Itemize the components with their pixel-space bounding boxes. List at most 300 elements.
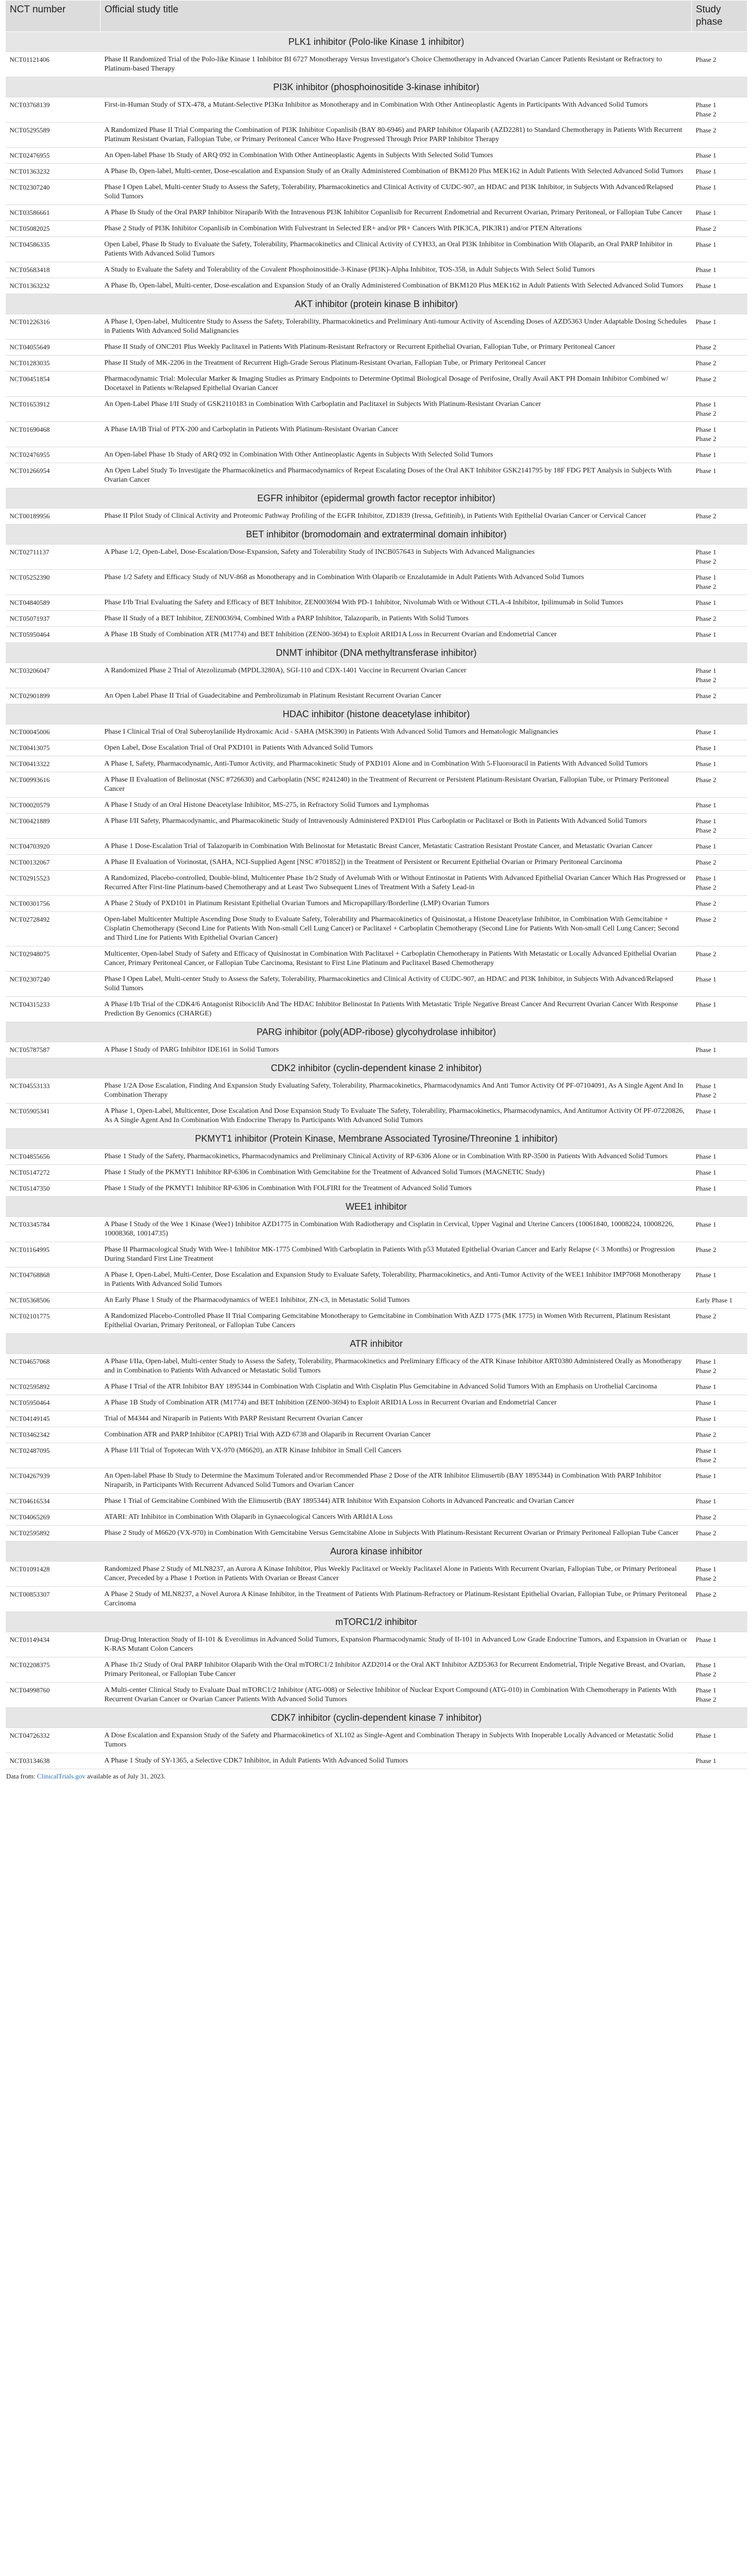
table-row <box>6 688 747 704</box>
table-row <box>6 221 747 237</box>
section-header-row <box>6 704 747 724</box>
nct-number-cell: NCT00301756 <box>6 896 100 912</box>
study-title-cell: Pharmacodynamic Trial: Molecular Marker & Imaging Studies as Primary Endpoints to Determine Optimal Biological Dosage of Perifosine, Orally Avail AKT PH Domain Inhibitor Combined w/ Docetaxel in Patients w/Relapsed Epithelial Ovarian Cancer <box>100 371 692 397</box>
nct-number-cell: NCT02208375 <box>6 1657 100 1683</box>
study-title-cell: Open Label, Phase Ib Study to Evaluate the Safety, Tolerability, Pharmacokinetics and Clinical Activity of CYH33, an Oral PI3K Inhibitor in Combination With Olaparib, an Oral PARP Inhibitor in Patients With Advanced Solid Tumors <box>100 237 692 262</box>
study-phase-cell: Phase 1 <box>692 1217 747 1242</box>
table-row <box>6 340 747 355</box>
table-row <box>6 1427 747 1443</box>
study-phase-cell: Phase 2 <box>692 355 747 371</box>
table-row <box>6 1753 747 1769</box>
table-row <box>6 278 747 294</box>
section-heading: CDK7 inhibitor (cyclin-dependent kinase 7 inhibitor) <box>6 1708 747 1728</box>
study-title-cell: A Randomized Phase II Trial Comparing the Combination of PI3K Inhibitor Copanlisib (BAY 80-6946) and PARP Inhibitor Olaparib (AZD2281) to Standard Chemotherapy in Patients With Recurrent Platinum Resistant Ovarian, Fallopian Tube, or Primary Peritoneal Cancer Who Have Progressed Through Prior PARP Inhibitor Therapy <box>100 123 692 148</box>
table-row <box>6 1309 747 1334</box>
table-row <box>6 1562 747 1587</box>
nct-number-cell: NCT04998760 <box>6 1683 100 1708</box>
section-header-row <box>6 524 747 545</box>
study-title-cell: An Open-label Phase 1b Study of ARQ 092 in Combination With Other Antineoplastic Agents in Subjects With Selected Solid Tumors <box>100 447 692 463</box>
study-title-cell: An Open-label Phase Ib Study to Determine the Maximum Tolerated and/or Recommended Phase 2 Dose of the ATR Inhibitor Elimusertib (BAY 1895344) in Combination With PARP Inhibitor Niraparib, in Participants With Recurrent Advanced Solid Tumors and Ovarian Cancer <box>100 1468 692 1494</box>
table-row <box>6 1104 747 1129</box>
table-row <box>6 896 747 912</box>
nct-number-cell: NCT02101775 <box>6 1309 100 1334</box>
nct-number-cell: NCT01690468 <box>6 422 100 447</box>
study-title-cell: A Phase I/Ib Trial of the CDK4/6 Antagonist Ribociclib And The HDAC Inhibitor Belinostat In Patients With Metastatic Triple Negative Breast Cancer And Recurrent Ovarian Cancer With Response Prediction By Genomics (CHARGE) <box>100 997 692 1022</box>
section-header-row <box>6 1129 747 1149</box>
study-title-cell: Phase 1 Study of the Safety, Pharmacokinetics, Pharmacodynamics and Preliminary Clinical Activity of RP-6306 Alone or in Combination With RP-3500 in Patients With Advanced Solid Tumors <box>100 1149 692 1165</box>
nct-number-cell: NCT01363232 <box>6 164 100 180</box>
section-header-row <box>6 1022 747 1042</box>
nct-number-cell: NCT04768868 <box>6 1267 100 1293</box>
nct-number-cell: NCT00020579 <box>6 798 100 814</box>
study-title-cell: A Study to Evaluate the Safety and Tolerability of the Covalent Phosphoinositide-3-Kinase (PI3K)-Alpha Inhibitor, TOS-358, in Adult Subjects With Select Solid Tumors <box>100 262 692 278</box>
study-phase-cell: Phase 1 Phase 2 <box>692 422 747 447</box>
study-title-cell: A Phase IA/IB Trial of PTX-200 and Carboplatin in Patients With Platinum-Resistant Ovarian Cancer <box>100 422 692 447</box>
section-header-row <box>6 1708 747 1728</box>
table-row <box>6 997 747 1022</box>
table-body <box>6 32 747 1769</box>
table-row <box>6 1042 747 1058</box>
table-row <box>6 1165 747 1181</box>
table-row <box>6 1632 747 1657</box>
nct-number-cell: NCT05295589 <box>6 123 100 148</box>
table-row <box>6 1510 747 1526</box>
study-phase-cell: Phase 2 <box>692 1510 747 1526</box>
nct-number-cell: NCT01149434 <box>6 1632 100 1657</box>
nct-number-cell: NCT05950464 <box>6 627 100 643</box>
section-header-row <box>6 1197 747 1217</box>
nct-number-cell: NCT02901899 <box>6 688 100 704</box>
nct-number-cell: NCT03768139 <box>6 97 100 123</box>
table-row <box>6 1181 747 1197</box>
nct-number-cell: NCT05252390 <box>6 570 100 595</box>
table-row <box>6 447 747 463</box>
study-phase-cell: Phase 1 <box>692 205 747 221</box>
table-row <box>6 627 747 643</box>
study-title-cell: Phase 2 Study of PI3K Inhibitor Copanlisib in Combination With Fulvestrant in Selected ER+ and/or PR+ Cancers With PIK3CA, PIK3R1) and/or PTEN Alterations <box>100 221 692 237</box>
study-phase-cell: Phase 2 <box>692 855 747 871</box>
nct-number-cell: NCT02487095 <box>6 1443 100 1468</box>
section-heading: WEE1 inhibitor <box>6 1197 747 1217</box>
study-phase-cell: Phase 1 <box>692 627 747 643</box>
nct-number-cell: NCT02476955 <box>6 148 100 164</box>
section-heading: BET inhibitor (bromodomain and extraterminal domain inhibitor) <box>6 524 747 545</box>
study-phase-cell: Phase 2 <box>692 611 747 627</box>
study-title-cell: A Phase I Study of the Wee 1 Kinase (Wee1) Inhibitor AZD1775 in Combination With Radiotherapy and Cisplatin in Cervical, Upper Vaginal and Uterine Cancers (10061840, 10008224, 10008226, 10008368, 10014735) <box>100 1217 692 1242</box>
study-title-cell: A Phase I/IIa, Open-label, Multi-center Study to Assess the Safety, Tolerability, Pharmacokinetics and Preliminary Efficacy of the ATR Kinase Inhibitor ART0380 Administered Orally as Monotherapy and in Combination to Patients With Advanced or Metastatic Solid Tumors <box>100 1354 692 1379</box>
study-phase-cell: Phase 1 Phase 2 <box>692 570 747 595</box>
table-row <box>6 123 747 148</box>
table-row <box>6 570 747 595</box>
header-nct-number: NCT number <box>6 1 100 32</box>
table-row <box>6 611 747 627</box>
study-title-cell: A Phase Ib Study of the Oral PARP Inhibitor Niraparib With the Intravenous PI3K Inhibitor Copanlisib for Recurrent Endometrial and Recurrent Ovarian, Primary Peritoneal, or Fallopian Tube Cancer <box>100 205 692 221</box>
section-heading: CDK2 inhibitor (cyclin-dependent kinase 2 inhibitor) <box>6 1058 747 1078</box>
nct-number-cell: NCT03462342 <box>6 1427 100 1443</box>
table-row <box>6 814 747 839</box>
study-phase-cell: Phase 2 <box>692 946 747 972</box>
nct-number-cell: NCT05071937 <box>6 611 100 627</box>
study-phase-cell: Phase 1 <box>692 463 747 488</box>
study-title-cell: A Phase I, Safety, Pharmacodynamic, Anti-Tumor Activity, and Pharmacokinetic Study of PXD101 Alone and in Combination With 5-Fluorouracil in Patients With Advanced Solid Tumors <box>100 756 692 772</box>
study-title-cell: ATARI: ATr Inhibitor in Combination With Olaparib in Gynaecological Cancers With ARId1A Loss <box>100 1510 692 1526</box>
table-row <box>6 798 747 814</box>
study-title-cell: An Open Label Phase II Trial of Guadecitabine and Pembrolizumab in Platinum Resistant Recurrent Ovarian Cancer <box>100 688 692 704</box>
study-title-cell: A Multi-center Clinical Study to Evaluate Dual mTORC1/2 Inhibitor (ATG-008) or Selective Inhibitor of Nuclear Export Compound (ATG-010) in Combination With Chemotherapy in Patients With Recurrent Ovarian Cancer or Ovarian Cancer Patients With Advanced Solid Tumors <box>100 1683 692 1708</box>
table-row <box>6 97 747 123</box>
study-phase-cell: Phase 1 <box>692 798 747 814</box>
study-phase-cell: Phase 1 <box>692 1468 747 1494</box>
table-row <box>6 1078 747 1104</box>
study-phase-cell: Phase 1 Phase 2 <box>692 1443 747 1468</box>
table-row <box>6 52 747 77</box>
nct-number-cell: NCT02948075 <box>6 946 100 972</box>
section-header-row <box>6 643 747 663</box>
study-title-cell: Phase 1/2 Safety and Efficacy Study of NUV-868 as Monotherapy and in Combination With Olaparib or Enzalutamide in Adult Patients With Advanced Solid Tumors <box>100 570 692 595</box>
study-title-cell: Multicenter, Open-label Study of Safety and Efficacy of Quisinostat in Combination With Paclitaxel + Carboplatin Chemotherapy in Patients With Metastatic or Locally Advanced Epithelial Ovarian Cancer, Primary Peritoneal Cancer, or Fallopian Tube Carcinoma, Resistant to First Line Platinum and Paclitaxel Based Chemotherapy <box>100 946 692 972</box>
study-phase-cell: Phase 1 <box>692 1753 747 1769</box>
nct-number-cell: NCT04855656 <box>6 1149 100 1165</box>
study-phase-cell: Phase 2 <box>692 52 747 77</box>
study-phase-cell: Phase 2 <box>692 509 747 524</box>
table-row <box>6 314 747 340</box>
nct-number-cell: NCT04840589 <box>6 595 100 611</box>
study-title-cell: An Open-label Phase 1b Study of ARQ 092 in Combination With Other Antineoplastic Agents in Subjects With Selected Solid Tumors <box>100 148 692 164</box>
nct-number-cell: NCT02476955 <box>6 447 100 463</box>
nct-number-cell: NCT02728492 <box>6 912 100 946</box>
study-phase-cell: Phase 1 <box>692 262 747 278</box>
study-phase-cell: Phase 2 <box>692 1427 747 1443</box>
section-header-row <box>6 1334 747 1354</box>
study-phase-cell: Phase 1 <box>692 972 747 997</box>
study-phase-cell: Phase 2 <box>692 340 747 355</box>
nct-number-cell: NCT01266954 <box>6 463 100 488</box>
study-phase-cell: Phase 1 <box>692 997 747 1022</box>
nct-number-cell: NCT00413322 <box>6 756 100 772</box>
study-title-cell: Combination ATR and PARP Inhibitor (CAPRI) Trial With AZD 6738 and Olaparib in Recurrent Ovarian Cancer <box>100 1427 692 1443</box>
nct-number-cell: NCT00189956 <box>6 509 100 524</box>
nct-number-cell: NCT03345784 <box>6 1217 100 1242</box>
nct-number-cell: NCT05905341 <box>6 1104 100 1129</box>
nct-number-cell: NCT05787587 <box>6 1042 100 1058</box>
table-row <box>6 545 747 570</box>
study-title-cell: A Phase 2 Study of MLN8237, a Novel Aurora A Kinase Inhibitor, in the Treatment of Patients With Platinum-Refractory or Platinum-Resistant Epithelial Ovarian, Fallopian Tube, or Primary Peritoneal Carcinoma <box>100 1587 692 1612</box>
study-phase-cell: Phase 1 <box>692 237 747 262</box>
study-phase-cell: Phase 1 <box>692 1165 747 1181</box>
table-row <box>6 1149 747 1165</box>
study-phase-cell: Phase 1 Phase 2 <box>692 397 747 422</box>
table-row <box>6 595 747 611</box>
study-title-cell: A Phase 2 Study of PXD101 in Platinum Resistant Epithelial Ovarian Tumors and Micropapillary/Borderline (LMP) Ovarian Tumors <box>100 896 692 912</box>
nct-number-cell: NCT05950464 <box>6 1395 100 1411</box>
study-title-cell: First-in-Human Study of STX-478, a Mutant-Selective PI3Kα Inhibitor as Monotherapy and in Combination With Other Antineoplastic Agents in Participants With Advanced Solid Tumors <box>100 97 692 123</box>
study-phase-cell: Phase 1 <box>692 447 747 463</box>
nct-number-cell: NCT03206047 <box>6 663 100 688</box>
nct-number-cell: NCT01226316 <box>6 314 100 340</box>
section-heading: PI3K inhibitor (phosphoinositide 3-kinase inhibitor) <box>6 77 747 97</box>
study-title-cell: Phase II Randomized Trial of the Polo-like Kinase 1 Inhibitor BI 6727 Monotherapy Versus Investigator's Choice Chemotherapy in Advanced Ovarian Cancer Patients Resistant or Refractory to Platinum-based Therapy <box>100 52 692 77</box>
section-heading: HDAC inhibitor (histone deacetylase inhibitor) <box>6 704 747 724</box>
study-title-cell: Phase II Study of ONC201 Plus Weekly Paclitaxel in Patients With Platinum-Resistant Refractory or Recurrent Epithelial Ovarian, Fallopian Tube, or Primary Peritoneal Cancer <box>100 340 692 355</box>
study-title-cell: Phase 1/2A Dose Escalation, Finding And Expansion Study Evaluating Safety, Tolerability, Pharmacokinetics, Pharmacodynamics And Anti Tumor Activity Of PF-07104091, As A Single Agent And In Combination Therapy <box>100 1078 692 1104</box>
study-phase-cell: Phase 1 <box>692 1728 747 1753</box>
nct-number-cell: NCT00413075 <box>6 740 100 756</box>
study-phase-cell: Phase 1 <box>692 740 747 756</box>
section-header-row <box>6 1612 747 1632</box>
study-title-cell: An Early Phase 1 Study of the Pharmacodynamics of WEE1 Inhibitor, ZN-c3, in Metastatic Solid Tumors <box>100 1293 692 1309</box>
nct-number-cell: NCT00993616 <box>6 772 100 798</box>
nct-number-cell: NCT02307240 <box>6 180 100 205</box>
study-title-cell: A Phase 1B Study of Combination ATR (M1774) and BET Inhibition (ZEN00-3694) to Exploit ARID1A Loss in Recurrent Ovarian and Endometrial Cancer <box>100 627 692 643</box>
study-title-cell: Open Label, Dose Escalation Trial of Oral PXD101 in Patients With Advanced Solid Tumors <box>100 740 692 756</box>
nct-number-cell: NCT00132067 <box>6 855 100 871</box>
study-title-cell: A Dose Escalation and Expansion Study of the Safety and Pharmacokinetics of XL102 as Single-Agent and Combination Therapy in Subjects With Inoperable Locally Advanced or Metastatic Solid Tumors <box>100 1728 692 1753</box>
study-phase-cell: Phase 2 <box>692 912 747 946</box>
table-row <box>6 355 747 371</box>
table-row <box>6 724 747 740</box>
study-title-cell: A Phase II Evaluation of Belinostat (NSC #726630) and Carboplatin (NSC #241240) in the Treatment of Recurrent or Persistent Platinum-Resistant Ovarian, Fallopian Tube, or Primary Peritoneal Cancer <box>100 772 692 798</box>
nct-number-cell: NCT02915523 <box>6 871 100 896</box>
nct-number-cell: NCT01283035 <box>6 355 100 371</box>
study-phase-cell: Phase 2 <box>692 688 747 704</box>
study-phase-cell: Phase 1 <box>692 1395 747 1411</box>
nct-number-cell: NCT02595892 <box>6 1526 100 1541</box>
study-phase-cell: Phase 1 <box>692 1379 747 1395</box>
table-row <box>6 205 747 221</box>
table-row <box>6 1217 747 1242</box>
section-heading: Aurora kinase inhibitor <box>6 1541 747 1562</box>
footnote-prefix: Data from: <box>6 1772 37 1780</box>
study-phase-cell: Phase 2 <box>692 896 747 912</box>
nct-number-cell: NCT03134638 <box>6 1753 100 1769</box>
study-title-cell: A Phase 1/2, Open-Label, Dose-Escalation/Dose-Expansion, Safety and Tolerability Study of INCB057643 in Subjects With Advanced Malignancies <box>100 545 692 570</box>
table-row <box>6 1657 747 1683</box>
section-header-row <box>6 32 747 52</box>
study-title-cell: A Phase 1 Dose-Escalation Trial of Talazoparib in Combination With Belinostat for Metastatic Breast Cancer, Metastatic Castration Resistant Prostate Cancer, and Metastatic Ovarian Cancer <box>100 839 692 855</box>
header-row <box>6 1 747 32</box>
table-row <box>6 1267 747 1293</box>
nct-number-cell: NCT00421889 <box>6 814 100 839</box>
study-title-cell: Phase 2 Study of M6620 (VX-970) in Combination With Gemcitabine Versus Gemcitabine Alone in Subjects With Platinum-Resistant Recurrent Ovarian or Primary Peritoneal Fallopian Tube Cancer <box>100 1526 692 1541</box>
study-phase-cell: Phase 1 <box>692 839 747 855</box>
nct-number-cell: NCT05368506 <box>6 1293 100 1309</box>
nct-number-cell: NCT00045006 <box>6 724 100 740</box>
table-row <box>6 1526 747 1541</box>
study-phase-cell: Phase 1 <box>692 1149 747 1165</box>
table-row <box>6 397 747 422</box>
nct-number-cell: NCT04315233 <box>6 997 100 1022</box>
study-title-cell: A Phase II Evaluation of Vorinostat, (SAHA, NCI-Supplied Agent [NSC #701852]) in the Treatment of Persistent or Recurrent Epithelial Ovarian or Primary Peritoneal Carcinoma <box>100 855 692 871</box>
study-title-cell: A Phase 1b/2 Study of Oral PARP Inhibitor Olaparib With the Oral mTORC1/2 Inhibitor AZD2014 or the Oral AKT Inhibitor AZD5363 for Recurrent Endometrial, Triple Negative Breast, and Ovarian, Primary Peritoneal, or Fallopian Tube Cancer <box>100 1657 692 1683</box>
table-row <box>6 1443 747 1468</box>
table-row <box>6 1587 747 1612</box>
table-row <box>6 839 747 855</box>
nct-number-cell: NCT05683418 <box>6 262 100 278</box>
study-title-cell: An Open Label Study To Investigate the Pharmacokinetics and Pharmacodynamics of Repeat Escalating Doses of the Oral AKT Inhibitor GSK2141795 by 18F FDG PET Analysis in Subjects With Ovarian Cancer <box>100 463 692 488</box>
table-row <box>6 1354 747 1379</box>
study-phase-cell: Phase 1 Phase 2 <box>692 97 747 123</box>
study-phase-cell: Phase 1 Phase 2 <box>692 545 747 570</box>
study-title-cell: Phase II Study of MK-2206 in the Treatment of Recurrent High-Grade Serous Platinum-Resistant Ovarian, Fallopian Tube, or Primary Peritoneal Cancer <box>100 355 692 371</box>
nct-number-cell: NCT01091428 <box>6 1562 100 1587</box>
study-title-cell: Phase II Study of a BET Inhibitor, ZEN003694, Combined With a PARP Inhibitor, Talazoparib, in Patients With Solid Tumors <box>100 611 692 627</box>
study-phase-cell: Phase 1 <box>692 1104 747 1129</box>
header-study-phase: Study phase <box>692 1 747 32</box>
nct-number-cell: NCT01653912 <box>6 397 100 422</box>
nct-number-cell: NCT04149145 <box>6 1411 100 1427</box>
study-title-cell: Phase 1 Study of the PKMYT1 Inhibitor RP-6306 in Combination With Gemcitabine for the Treatment of Advanced Solid Tumors (MAGNETIC Study) <box>100 1165 692 1181</box>
study-phase-cell: Phase 1 <box>692 278 747 294</box>
table-row <box>6 756 747 772</box>
table-row <box>6 972 747 997</box>
study-title-cell: A Randomized Placebo-Controlled Phase II Trial Comparing Gemcitabine Monotherapy to Gemcitabine in Combination With AZD 1775 (MK 1775) in Women With Recurrent, Platinum Resistant Epithelial Ovarian, Primary Peritoneal, or Fallopian Tube Cancers <box>100 1309 692 1334</box>
section-heading: AKT inhibitor (protein kinase B inhibitor) <box>6 294 747 314</box>
nct-number-cell: NCT04703920 <box>6 839 100 855</box>
study-title-cell: Drug-Drug Interaction Study of II-101 & Everolimus in Advanced Solid Tumors, Expansion Pharmacodynamic Study of II-101 in Advanced Low Grade Endocrine Tumors, and Expansion in Ovarian or K-RAS Mutant Colon Cancers <box>100 1632 692 1657</box>
study-phase-cell: Phase 1 Phase 2 <box>692 814 747 839</box>
study-title-cell: Phase I Clinical Trial of Oral Suberoylanilide Hydroxamic Acid - SAHA (MSK390) in Patients With Advanced Solid Tumors and Hematologic Malignancies <box>100 724 692 740</box>
study-title-cell: Phase 1 Trial of Gemcitabine Combined With the Elimusertib (BAY 1895344) ATR Inhibitor With Expansion Cohorts in Advanced Pancreatic and Ovarian Cancer <box>100 1494 692 1510</box>
study-title-cell: A Phase I, Open-label, Multicentre Study to Assess the Safety, Tolerability, Pharmacokinetics and Preliminary Anti-tumour Activity of Ascending Doses of AZD5363 Under Adaptable Dosing Schedules in Patients With Advanced Solid Malignancies <box>100 314 692 340</box>
table-row <box>6 164 747 180</box>
study-phase-cell: Phase 1 Phase 2 <box>692 1354 747 1379</box>
header-official-title: Official study title <box>100 1 692 32</box>
study-phase-cell: Phase 1 <box>692 1181 747 1197</box>
section-header-row <box>6 77 747 97</box>
section-heading: PKMYT1 inhibitor (Protein Kinase, Membrane Associated Tyrosine/Threonine 1 inhibitor) <box>6 1129 747 1149</box>
section-heading: EGFR inhibitor (epidermal growth factor receptor inhibitor) <box>6 488 747 509</box>
study-title-cell: An Open-Label Phase I/II Study of GSK2110183 in Combination With Carboplatin and Paclitaxel in Subjects With Platinum-Resistant Ovarian Cancer <box>100 397 692 422</box>
study-phase-cell: Phase 2 <box>692 1309 747 1334</box>
study-title-cell: A Phase I, Open-Label, Multi-Center, Dose Escalation and Expansion Study to Evaluate Safety, Tolerability, Pharmacokinetics, and Anti-Tumor Activity of the WEE1 Inhibitor IMP7068 Monotherapy in Patients With Advanced Solid Tumors <box>100 1267 692 1293</box>
section-header-row <box>6 1541 747 1562</box>
study-phase-cell: Phase 1 <box>692 1632 747 1657</box>
section-heading: DNMT inhibitor (DNA methyltransferase inhibitor) <box>6 643 747 663</box>
study-title-cell: Trial of M4344 and Niraparib in Patients With PARP Resistant Recurrent Ovarian Cancer <box>100 1411 692 1427</box>
section-header-row <box>6 488 747 509</box>
nct-number-cell: NCT04616534 <box>6 1494 100 1510</box>
study-phase-cell: Phase 1 Phase 2 <box>692 1657 747 1683</box>
nct-number-cell: NCT02595892 <box>6 1379 100 1395</box>
nct-number-cell: NCT05147350 <box>6 1181 100 1197</box>
study-title-cell: A Phase 1B Study of Combination ATR (M1774) and BET Inhibition (ZEN00-3694) to Exploit ARID1A Loss in Recurrent Ovarian and Endometrial Cancer <box>100 1395 692 1411</box>
study-phase-cell: Phase 1 <box>692 164 747 180</box>
nct-number-cell: NCT05147272 <box>6 1165 100 1181</box>
nct-number-cell: NCT02307240 <box>6 972 100 997</box>
clinical-trials-table <box>5 0 747 1769</box>
study-phase-cell: Phase 2 <box>692 371 747 397</box>
study-title-cell: A Phase I Trial of the ATR Inhibitor BAY 1895344 in Combination With Cisplatin and With Cisplatin Plus Gemcitabine in Advanced Solid Tumors With an Emphasis on Urothelial Carcinoma <box>100 1379 692 1395</box>
section-header-row <box>6 294 747 314</box>
study-phase-cell: Phase 1 Phase 2 <box>692 871 747 896</box>
study-phase-cell: Phase 1 <box>692 724 747 740</box>
table-row <box>6 1411 747 1427</box>
study-phase-cell: Phase 1 Phase 2 <box>692 663 747 688</box>
study-title-cell: A Phase I/II Safety, Pharmacodynamic, and Pharmacokinetic Study of Intravenously Administered PXD101 Plus Carboplatin or Paclitaxel or Both in Patients With Advanced Solid Tumors <box>100 814 692 839</box>
table-row <box>6 871 747 896</box>
study-title-cell: A Phase 1 Study of SY-1365, a Selective CDK7 Inhibitor, in Adult Patients With Advanced Solid Tumors <box>100 1753 692 1769</box>
study-phase-cell: Phase 1 Phase 2 <box>692 1562 747 1587</box>
study-title-cell: Phase I Open Label, Multi-center Study to Assess the Safety, Tolerability, Pharmacokinetics and Clinical Activity of CUDC-907, an HDAC and PI3K Inhibitor, in Subjects With Advanced/Relapsed Solid Tumors <box>100 180 692 205</box>
study-title-cell: Phase 1 Study of the PKMYT1 Inhibitor RP-6306 in Combination With FOLFIRI for the Treatment of Advanced Solid Tumors <box>100 1181 692 1197</box>
study-title-cell: A Phase 1, Open-Label, Multicenter, Dose Escalation And Dose Expansion Study To Evaluate The Safety, Tolerability, Pharmacokinetics, Pharmacodynamics, And Antitumor Activity Of PF-07220826, As A Single Agent And In Combination With Endocrine Therapy In Participants With Advanced Solid Tumors <box>100 1104 692 1129</box>
study-phase-cell: Phase 2 <box>692 1587 747 1612</box>
study-phase-cell: Phase 1 <box>692 180 747 205</box>
study-title-cell: A Phase I Study of PARG Inhibitor IDE161 in Solid Tumors <box>100 1042 692 1058</box>
table-row <box>6 740 747 756</box>
section-heading: PLK1 inhibitor (Polo-like Kinase 1 inhibitor) <box>6 32 747 52</box>
table-row <box>6 262 747 278</box>
study-phase-cell: Phase 1 <box>692 1494 747 1510</box>
table-row <box>6 1494 747 1510</box>
study-phase-cell: Early Phase 1 <box>692 1293 747 1309</box>
study-title-cell: Phase I Open Label, Multi-center Study to Assess the Safety, Tolerability, Pharmacokinetics and Clinical Activity of CUDC-907, an HDAC and PI3K Inhibitor, in Subjects With Advanced/Relapsed Solid Tumors <box>100 972 692 997</box>
table-row <box>6 509 747 524</box>
nct-number-cell: NCT02711137 <box>6 545 100 570</box>
nct-number-cell: NCT01363232 <box>6 278 100 294</box>
study-title-cell: Phase II Pilot Study of Clinical Activity and Proteomic Pathway Profiling of the EGFR Inhibitor, ZD1839 (Iressa, Gefitinib), in Patients With Epithelial Ovarian Cancer or Cervical Cancer <box>100 509 692 524</box>
study-phase-cell: Phase 2 <box>692 123 747 148</box>
study-title-cell: Phase II Pharmacological Study With Wee-1 Inhibitor MK-1775 Combined With Carboplatin in Patients With p53 Mutated Epithelial Ovarian Cancer and Early Relapse (< 3 Months) or Progression During Standard First Line Treatment <box>100 1242 692 1267</box>
nct-number-cell: NCT04586335 <box>6 237 100 262</box>
study-phase-cell: Phase 1 <box>692 756 747 772</box>
table-row <box>6 946 747 972</box>
footnote-suffix: available as of July 31, 2023. <box>85 1772 165 1780</box>
table-row <box>6 148 747 164</box>
study-title-cell: Open-label Multicenter Multiple Ascending Dose Study to Evaluate Safety, Tolerability and Pharmacokinetics of Quisinostat, a Histone Deacetylase Inhibitor, in Combination With Gemcitabine + Cisplatin Chemotherapy (Second Line for Patients With Non-small Cell Lung Cancer) or Paclitaxel + Carboplatin Chemotherapy (Second Line for Patients With Non-small Cell Lung Cancer; Second and Third Line for Patients With Epithelial Ovarian Cancer) <box>100 912 692 946</box>
section-heading: PARG inhibitor (poly(ADP-ribose) glycohydrolase inhibitor) <box>6 1022 747 1042</box>
study-phase-cell: Phase 2 <box>692 772 747 798</box>
table-row <box>6 1683 747 1708</box>
nct-number-cell: NCT01121406 <box>6 52 100 77</box>
table-row <box>6 237 747 262</box>
table-row <box>6 1468 747 1494</box>
study-phase-cell: Phase 1 Phase 2 <box>692 1683 747 1708</box>
nct-number-cell: NCT04657068 <box>6 1354 100 1379</box>
nct-number-cell: NCT00451854 <box>6 371 100 397</box>
table-row <box>6 1242 747 1267</box>
study-phase-cell: Phase 1 <box>692 1411 747 1427</box>
study-title-cell: A Randomized Phase 2 Trial of Atezolizumab (MPDL3280A), SGI-110 and CDX-1401 Vaccine in Recurrent Ovarian Cancer <box>100 663 692 688</box>
table-row <box>6 180 747 205</box>
table-row <box>6 463 747 488</box>
nct-number-cell: NCT00853307 <box>6 1587 100 1612</box>
study-title-cell: Phase I/Ib Trial Evaluating the Safety and Efficacy of BET Inhibitor, ZEN003694 With PD-1 Inhibitor, Nivolumab With or Without CTLA-4 Inhibitor, Ipilimumab in Solid Tumors <box>100 595 692 611</box>
study-phase-cell: Phase 1 <box>692 148 747 164</box>
study-title-cell: A Phase Ib, Open-label, Multi-center, Dose-escalation and Expansion Study of an Orally Administered Combination of BKM120 Plus MEK162 in Adult Patients With Selected Advanced Solid Tumors <box>100 278 692 294</box>
table-row <box>6 663 747 688</box>
study-phase-cell: Phase 2 <box>692 1242 747 1267</box>
nct-number-cell: NCT04553133 <box>6 1078 100 1104</box>
table-row <box>6 1395 747 1411</box>
nct-number-cell: NCT04726332 <box>6 1728 100 1753</box>
table-row <box>6 1293 747 1309</box>
study-phase-cell: Phase 2 <box>692 1526 747 1541</box>
nct-number-cell: NCT05082025 <box>6 221 100 237</box>
study-phase-cell: Phase 1 Phase 2 <box>692 1078 747 1104</box>
section-heading: mTORC1/2 inhibitor <box>6 1612 747 1632</box>
study-phase-cell: Phase 1 <box>692 1267 747 1293</box>
study-title-cell: A Phase Ib, Open-label, Multi-center, Dose-escalation and Expansion Study of an Orally Administered Combination of BKM120 Plus MEK162 in Adult Patients With Selected Advanced Solid Tumors <box>100 164 692 180</box>
clinicaltrials-link[interactable]: ClinicalTrials.gov <box>37 1772 86 1780</box>
study-phase-cell: Phase 1 <box>692 1042 747 1058</box>
table-row <box>6 422 747 447</box>
study-title-cell: Randomized Phase 2 Study of MLN8237, an Aurora A Kinase Inhibitor, Plus Weekly Paclitaxel or Weekly Paclitaxel Alone in Patients With Recurrent Ovarian, Fallopian Tube, or Primary Peritoneal Cancer, Preceded by a Phase 1 Portion in Patients With Ovarian or Breast Cancer <box>100 1562 692 1587</box>
study-title-cell: A Phase I/II Trial of Topotecan With VX-970 (M6620), an ATR Kinase Inhibitor in Small Cell Cancers <box>100 1443 692 1468</box>
section-header-row <box>6 1058 747 1078</box>
study-title-cell: A Randomized, Placebo-controlled, Double-blind, Multicenter Phase 1b/2 Study of Avelumab With or Without Entinostat in Patients With Advanced Epithelial Ovarian Cancer Which Has Progressed or Recurred After First-line Platinum-based Chemotherapy and at Least Two Subsequent Lines of Treatment With a Safety Lead-in <box>100 871 692 896</box>
nct-number-cell: NCT04065269 <box>6 1510 100 1526</box>
